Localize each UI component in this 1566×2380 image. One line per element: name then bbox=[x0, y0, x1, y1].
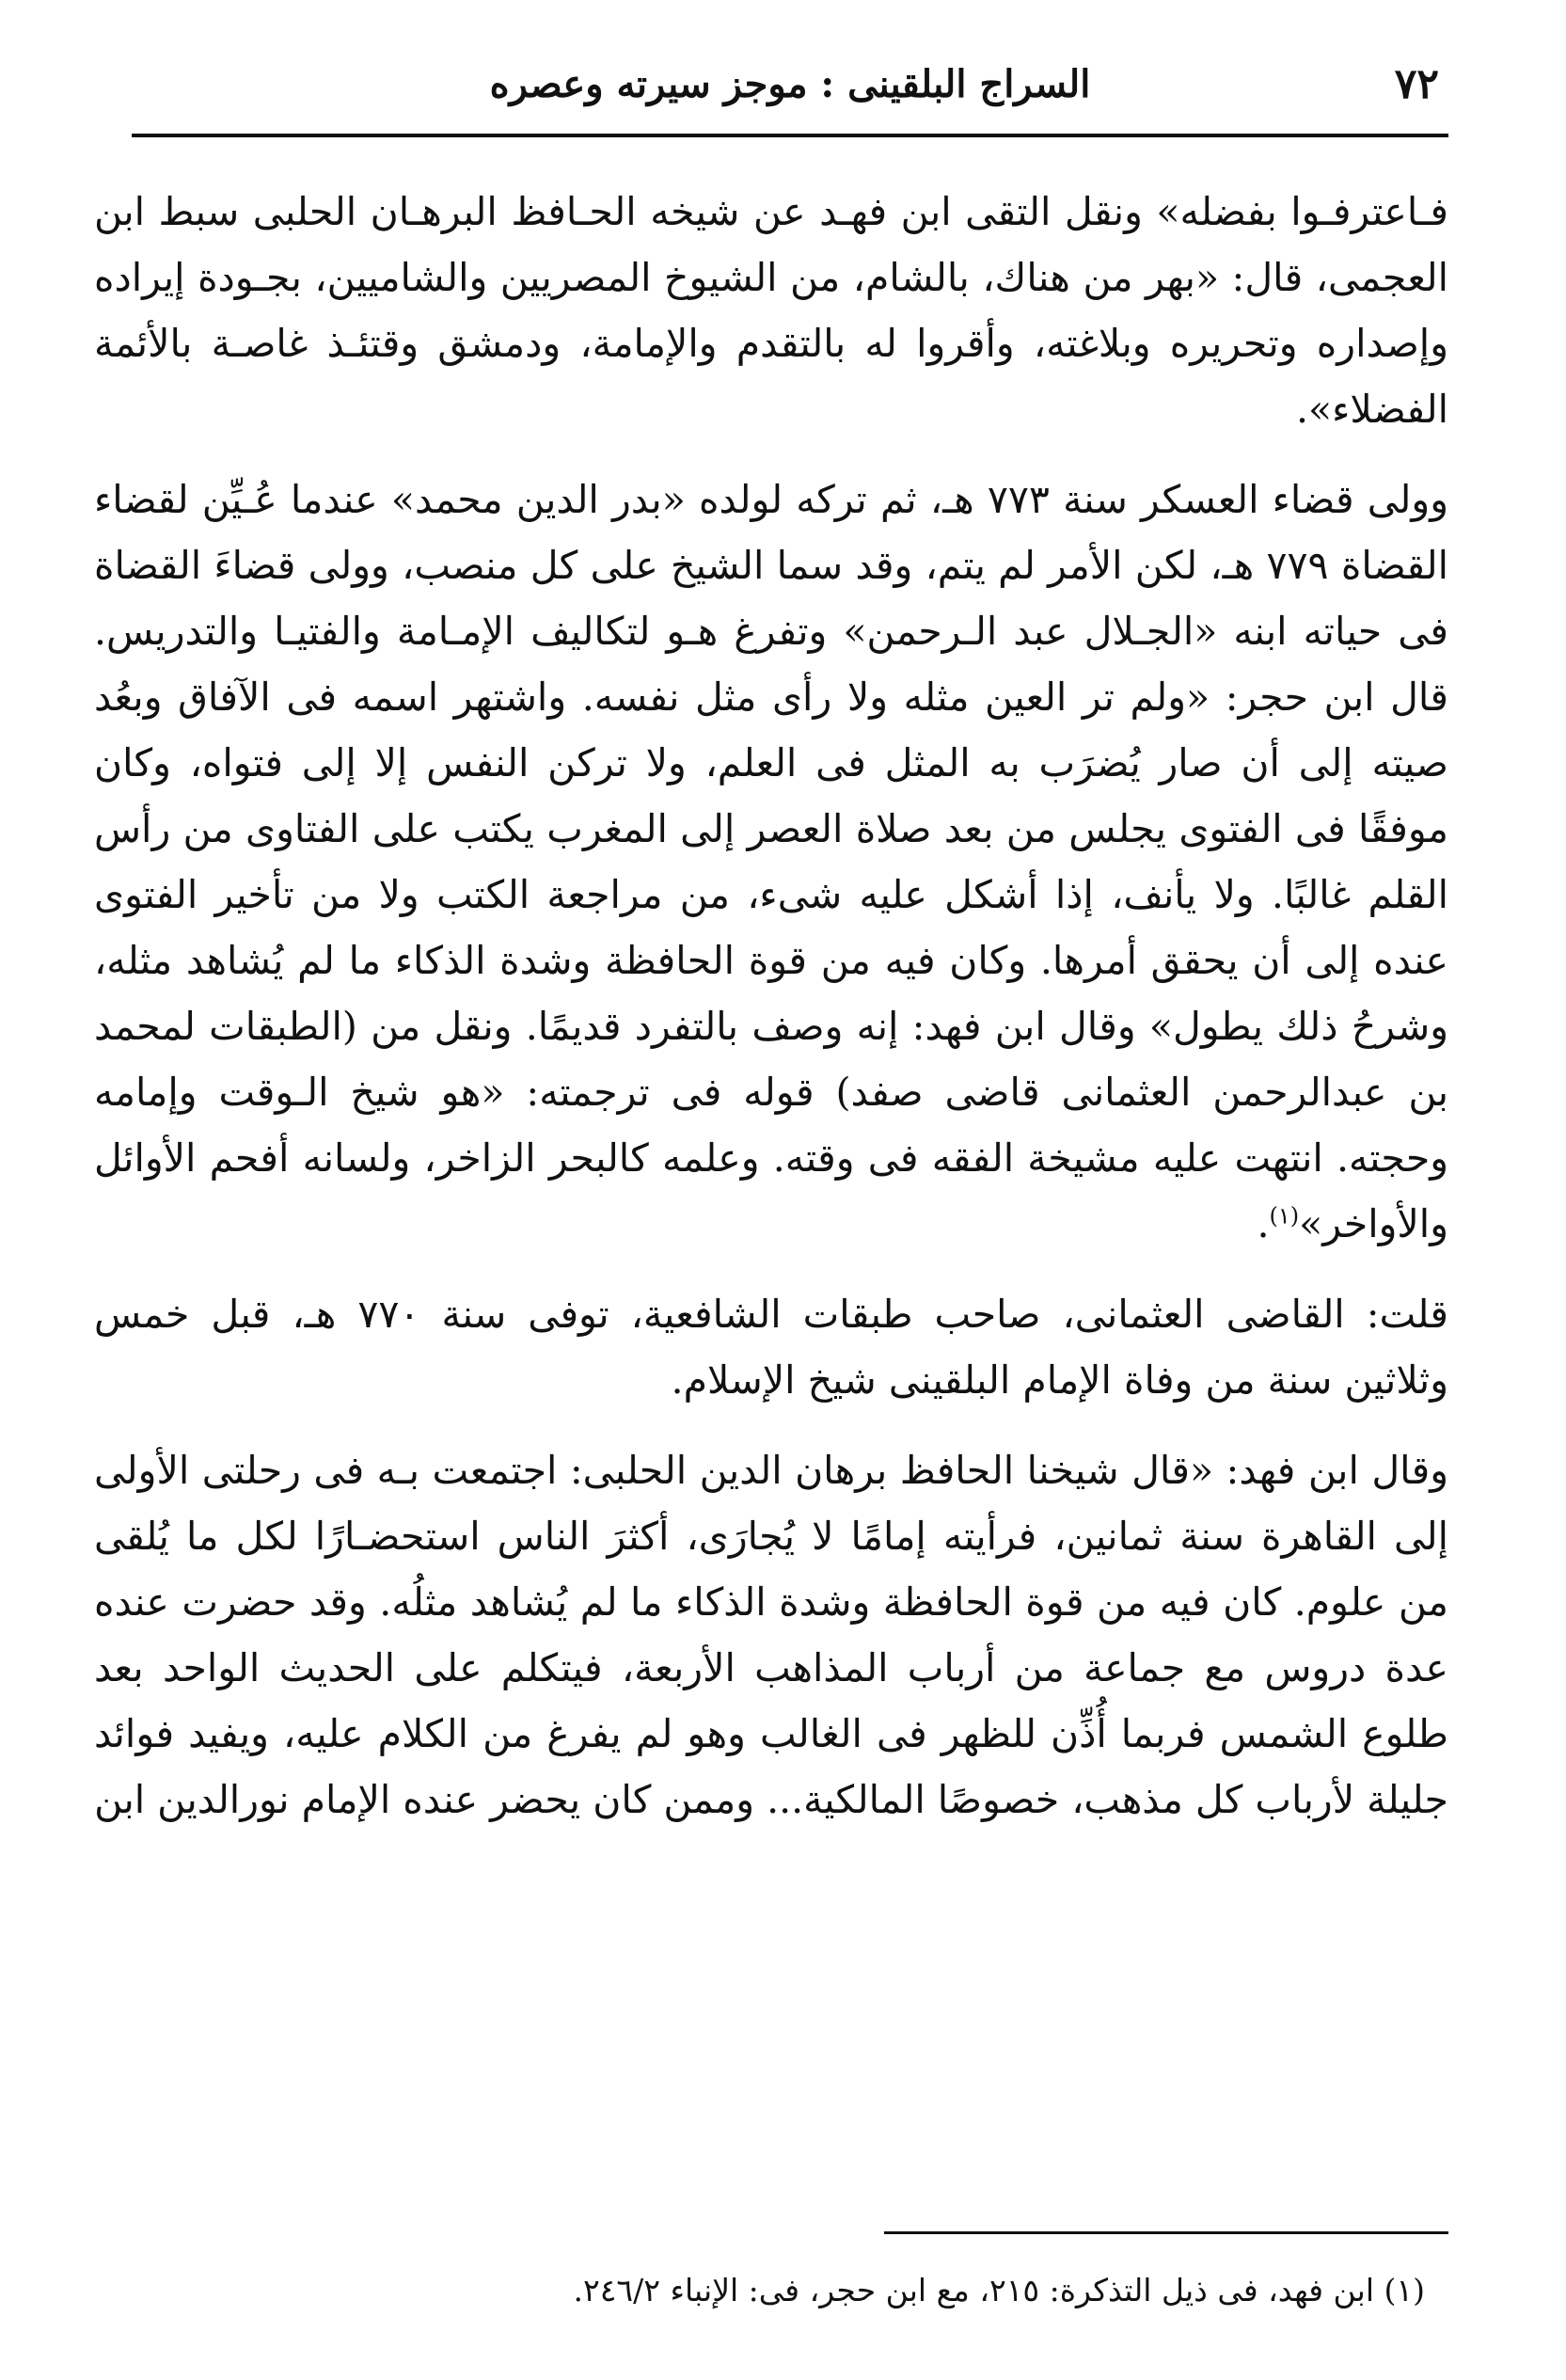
paragraph-3: قلت: القاضى العثمانى، صاحب طبقات الشافعية، توفى سنة ٧٧٠ هـ، قبل خمس وثلاثين سنة من وفاة الإمام البلقينى شيخ الإسلام. bbox=[94, 1292, 1449, 1403]
paragraph-2-text: وولى قضاء العسكر سنة ٧٧٣ هـ، ثم تركه لولده «بدر الدين محمد» عندما عُـيِّن لقضاء القضاة ٧٧٩ هـ، لكن الأمر لم يتم، وقد سما الشيخ على كل منصب، وولى قضاءَ القضاة فى حياته ابنه «الجـلال عبد الـرحمن» وتفرغ هـو لتكاليف الإمـامة والفتيـا والتدريس. قال ابن حجر: «ولم تر العين مثله ولا رأى مثل نفسه. واشتهر اسمه فى الآفاق وبعُد صيته إلى أن صار يُضرَب به المثل فى العلم، ولا تركن النفس إلا إلى فتواه، وكان موفقًا فى الفتوى يجلس من بعد صلاة العصر إلى المغرب يكتب على الفتاوى من رأس القلم غالبًا. ولا يأنف، إذا أشكل عليه شىء، من مراجعة الكتب ولا من تأخير الفتوى عنده إلى أن يحقق أمرها. وكان فيه من قوة الحافظة وشدة الذكاء ما لم يُشاهد مثله، وشرحُ ذلك يطول» وقال ابن فهد: إنه وصف بالتفرد قديمًا. ونقل من (الطبقات لمحمد بن عبدالرحمن العثمانى قاضى صفد) قوله فى ترجمته: «هو شيخ الـوقت وإمامه وحجته. انتهت عليه مشيخة الفقه فى وقته. وعلمه كالبحر الزاخر، ولسانه أفحم الأوائل والأواخر» bbox=[94, 477, 1449, 1246]
running-title: السراج البلقينى : موجز سيرته وعصره bbox=[489, 62, 1091, 106]
footnote-reference: (١) bbox=[1269, 1202, 1300, 1230]
footnote: (١) ابن فهد، فى ذيل التذكرة: ٢١٥، مع ابن حجر، فى: الإنباء ٢٤٦/٢. bbox=[573, 2272, 1425, 2309]
page-number: ٧٢ bbox=[1394, 60, 1439, 108]
paragraph-2: وولى قضاء العسكر سنة ٧٧٣ هـ، ثم تركه لولده «بدر الدين محمد» عندما عُـيِّن لقضاء القضاة ٧٧٩ هـ، لكن الأمر لم يتم، وقد سما الشيخ على كل منصب، وولى قضاءَ القضاة فى حياته ابنه «الجـلال عبد الـرحمن» وتفرغ هـو لتكاليف الإمـامة والفتيـا والتدريس. قال ابن حجر: «ولم تر العين مثله ولا رأى مثل نفسه. واشتهر اسمه فى الآفاق وبعُد صيته إلى أن صار يُضرَب به المثل فى العلم، ولا تركن النفس إلا إلى فتواه، وكان موفقًا فى الفتوى يجلس من بعد صلاة العصر إلى المغرب يكتب على الفتاوى من رأس القلم غالبًا. ولا يأنف، إذا أشكل عليه شىء، من مراجعة الكتب ولا من تأخير الفتوى عنده إلى أن يحقق أمرها. وكان فيه من قوة الحافظة وشدة الذكاء ما لم يُشاهد مثله، وشرحُ ذلك يطول» وقال ابن فهد: إنه وصف بالتفرد قديمًا. ونقل من (الطبقات لمحمد بن عبدالرحمن العثمانى قاضى صفد) قوله فى ترجمته: «هو شيخ الـوقت وإمامه وحجته. انتهت عليه مشيخة الفقه فى وقته. وعلمه كالبحر الزاخر، ولسانه أفحم الأوائل والأواخر»$^{(١)}$. bbox=[94, 477, 1449, 1246]
footnote-divider bbox=[884, 2231, 1448, 2234]
body-text bbox=[94, 179, 1448, 1833]
page-header bbox=[132, 58, 1448, 137]
paragraph-4: وقال ابن فهد: «قال شيخنا الحافظ برهان الدين الحلبى: اجتمعت بـه فى رحلتى الأولى إلى القاهرة سنة ثمانين، فرأيته إمامًا لا يُجارَى، أكثرَ الناس استحضـارًا لكل ما يُلقى من علوم. كان فيه من قوة الحافظة وشدة الذكاء ما لم يُشاهد مثلُه. وقد حضرت عنده عدة دروس مع جماعة من أرباب المذاهب الأربعة، فيتكلم على الحديث الواحد بعد طلوع الشمس فربما أُذِّن للظهر فى الغالب وهو لم يفرغ من الكلام عليه، ويفيد فوائد جليلة لأرباب كل مذهب، خصوصًا المالكية... وممن كان يحضر عنده الإمام نورالدين ابن bbox=[94, 1448, 1448, 1822]
paragraph-1: فـاعترفـوا بفضله» ونقل التقى ابن فهـد عن شيخه الحـافظ البرهـان الحلبى سبط ابن العجمى، قال: «بهر من هناك، بالشام، من الشيوخ المصريين والشاميين، بجـودة إيراده وإصداره وتحريره وبلاغته، وأقروا له بالتقدم والإمامة، ودمشق وقتئـذ غاصـة بالأئمة الفضلاء». bbox=[94, 189, 1448, 432]
